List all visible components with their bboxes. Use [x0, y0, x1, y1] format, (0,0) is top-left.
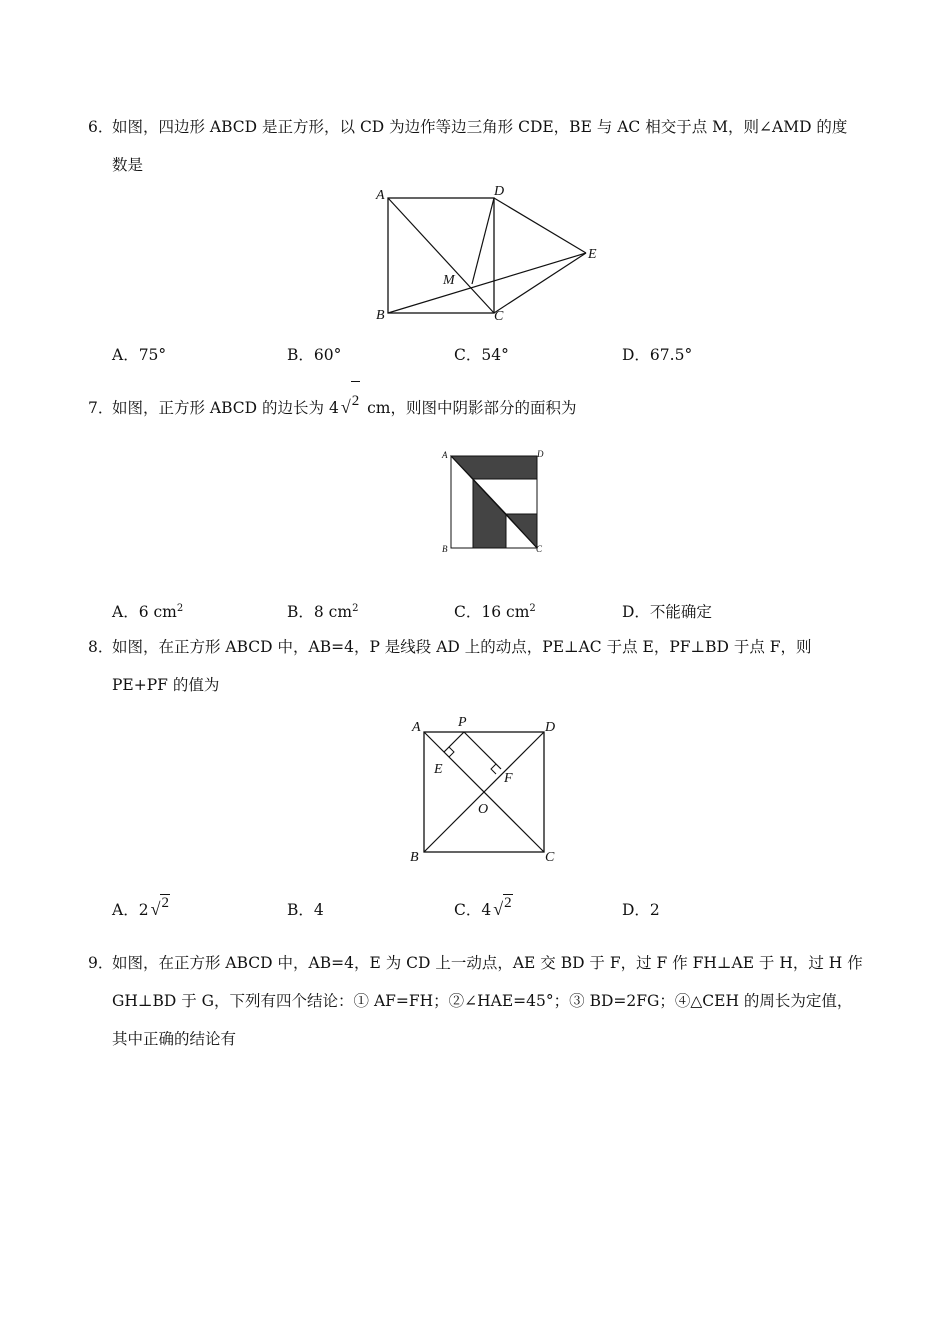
label-d: D	[494, 184, 505, 199]
label-a: A	[442, 450, 448, 460]
question-9-line2: GH⊥BD 于 G，下列有四个结论：① AF=FH；②∠HAE=45°；③ BD=2FG；④△CEH 的周长为定值，	[112, 992, 853, 1010]
question-9	[88, 944, 868, 1058]
label-b: B	[442, 544, 448, 554]
diagonal-ac	[388, 198, 494, 313]
right-angle-f	[491, 764, 496, 774]
option-c[interactable]: C．4 √2	[454, 895, 512, 919]
figure-q8	[408, 712, 568, 867]
label-m: M	[443, 273, 455, 288]
question-9-line1: 9．如图，在正方形 ABCD 中，AB=4，E 为 CD 上一动点，AE 交 BD 于 F，过 F 作 FH⊥AE 于 H，过 H 作	[88, 954, 863, 972]
question-6	[88, 108, 868, 184]
question-9-line3: 其中正确的结论有	[112, 1030, 237, 1048]
option-d[interactable]: D．不能确定	[622, 603, 712, 621]
label-c: C	[545, 850, 555, 865]
options-q7	[112, 600, 872, 630]
label-e: E	[434, 762, 443, 777]
option-b[interactable]: B．60°	[287, 346, 342, 364]
label-a: A	[412, 720, 421, 735]
right-angle-e	[449, 747, 454, 757]
question-8	[88, 628, 868, 704]
option-b[interactable]: B．8 $cm^2$	[287, 602, 359, 621]
label-c: C	[536, 544, 543, 554]
figure-q7	[440, 448, 550, 558]
segment-pe	[444, 732, 464, 752]
question-8-line1: 8．如图，在正方形 ABCD 中，AB=4，P 是线段 AD 上的动点，PE⊥AC 于点 E，PF⊥BD 于点 F，则	[88, 638, 812, 656]
option-c[interactable]: C．54°	[454, 346, 509, 364]
options-q6	[112, 343, 872, 373]
side-ce	[494, 253, 586, 313]
label-d: D	[537, 449, 544, 459]
sqrt-symbol: √2	[341, 388, 360, 428]
question-7: 7．如图，正方形 ABCD 的边长为 4 √2 cm，则图中阴影部分的面积为	[88, 388, 868, 428]
label-d: D	[545, 720, 556, 735]
label-p: P	[458, 715, 467, 730]
shaded-middle	[473, 479, 506, 548]
segment-pf	[464, 732, 501, 769]
label-b: B	[376, 308, 385, 323]
label-e: E	[588, 247, 597, 262]
option-d[interactable]: D．67.5°	[622, 346, 693, 364]
option-d[interactable]: D．2	[622, 901, 660, 919]
line-be	[388, 253, 586, 313]
option-a[interactable]: A．75°	[112, 346, 167, 364]
label-a: A	[376, 188, 385, 203]
option-a[interactable]: A．6 $cm^2$	[112, 602, 184, 621]
question-8-line2: PE+PF 的值为	[112, 676, 220, 694]
option-a[interactable]: A．2 √2	[112, 895, 169, 919]
line-dm	[472, 198, 494, 284]
options-q8	[112, 895, 872, 928]
question-6-line1: 6．如图，四边形 ABCD 是正方形，以 CD 为边作等边三角形 CDE，BE 与 AC 相交于点 M，则∠AMD 的度	[88, 118, 848, 136]
label-c: C	[494, 309, 504, 324]
question-6-line2: 数是	[112, 156, 144, 174]
option-b[interactable]: B．4	[287, 901, 324, 919]
option-c[interactable]: C．16 $cm^2$	[454, 602, 536, 621]
label-b: B	[410, 850, 419, 865]
shaded-top	[451, 456, 537, 479]
label-o: O	[478, 802, 489, 817]
label-f: F	[504, 771, 513, 786]
figure-q6	[370, 180, 610, 330]
side-de	[494, 198, 586, 253]
